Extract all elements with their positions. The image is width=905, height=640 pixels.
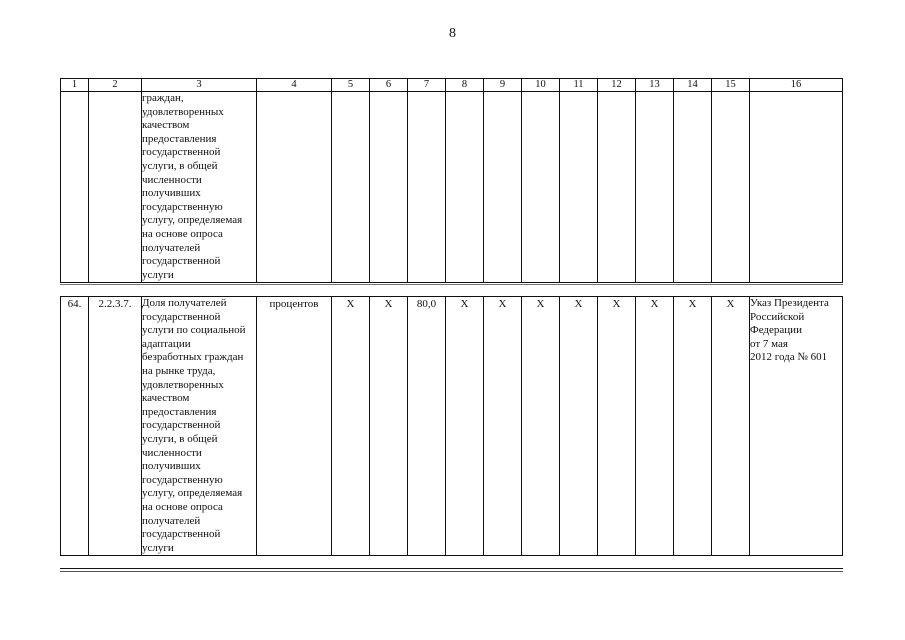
column-header: 15 bbox=[712, 79, 750, 92]
column-header: 12 bbox=[598, 79, 636, 92]
text-line: получивших bbox=[142, 460, 201, 473]
value-cell-12: X bbox=[598, 297, 636, 556]
column-header: 13 bbox=[636, 79, 674, 92]
text-line: получивших bbox=[142, 187, 201, 200]
value-cell-15: X bbox=[712, 297, 750, 556]
column-header: 2 bbox=[89, 79, 142, 92]
text-line: адаптации bbox=[142, 337, 191, 350]
text-line: услуги bbox=[142, 541, 174, 554]
footer-rule-secondary bbox=[60, 571, 843, 572]
value-cell-5: X bbox=[332, 297, 370, 556]
footer-rule bbox=[60, 568, 843, 569]
column-header: 7 bbox=[408, 79, 446, 92]
indicator-name-cell bbox=[142, 297, 257, 556]
column-header: 1 bbox=[61, 79, 89, 92]
code-cell: 2.2.3.7. bbox=[89, 297, 142, 556]
text-line: государственной bbox=[142, 528, 221, 541]
header-row bbox=[61, 79, 843, 92]
text-line: Российской bbox=[750, 310, 805, 323]
text-line: численности bbox=[142, 173, 202, 186]
text-line: государственной bbox=[142, 255, 221, 268]
value-cell-8: X bbox=[446, 297, 484, 556]
table-row-64 bbox=[61, 297, 843, 556]
value-cell-6: X bbox=[370, 297, 408, 556]
text-line: граждан, bbox=[142, 92, 184, 104]
indicator-name-cell bbox=[142, 92, 257, 283]
text-line: 2012 года № 601 bbox=[750, 351, 828, 364]
text-line: государственной bbox=[142, 310, 221, 323]
text-line: государственную bbox=[142, 473, 223, 486]
text-line: Доля получателей bbox=[142, 297, 227, 309]
text-line: предоставления bbox=[142, 405, 217, 418]
text-line: государственной bbox=[142, 419, 221, 432]
text-line: государственную bbox=[142, 200, 223, 213]
text-line: государственной bbox=[142, 146, 221, 159]
value-cell-13: X bbox=[636, 297, 674, 556]
text-line: получателей bbox=[142, 241, 201, 254]
column-header: 6 bbox=[370, 79, 408, 92]
text-line: услугу, определяемая bbox=[142, 487, 243, 500]
text-line: на основе опроса bbox=[142, 500, 223, 513]
text-line: услуги bbox=[142, 268, 174, 281]
value-cell-14: X bbox=[674, 297, 712, 556]
value-cell-11: X bbox=[560, 297, 598, 556]
text-line: удовлетворенных bbox=[142, 105, 224, 118]
text-line: численности bbox=[142, 446, 202, 459]
text-line: получателей bbox=[142, 514, 201, 527]
indicator-table bbox=[60, 296, 843, 556]
text-line: услугу, определяемая bbox=[142, 214, 243, 227]
text-line: качеством bbox=[142, 119, 190, 132]
value-cell-9: X bbox=[484, 297, 522, 556]
text-line: безработных граждан bbox=[142, 351, 244, 364]
source-cell bbox=[750, 297, 843, 556]
text-line: предоставления bbox=[142, 132, 217, 145]
table-row-continued bbox=[61, 92, 843, 283]
column-header: 14 bbox=[674, 79, 712, 92]
text-line: на основе опроса bbox=[142, 227, 223, 240]
unit-cell: процентов bbox=[257, 297, 332, 556]
column-header: 9 bbox=[484, 79, 522, 92]
text-line: услуги по социальной bbox=[142, 324, 246, 337]
indicator-table-continued bbox=[60, 78, 843, 283]
text-line: на рынке труда, bbox=[142, 364, 216, 377]
value-cell-10: X bbox=[522, 297, 560, 556]
text-line: услуги, в общей bbox=[142, 159, 218, 172]
page-break-line bbox=[60, 284, 843, 285]
column-header: 5 bbox=[332, 79, 370, 92]
text-line: услуги, в общей bbox=[142, 432, 218, 445]
text-line: качеством bbox=[142, 392, 190, 405]
page-number: 8 bbox=[449, 26, 456, 41]
text-line: Федерации bbox=[750, 324, 802, 337]
column-header: 11 bbox=[560, 79, 598, 92]
column-header: 10 bbox=[522, 79, 560, 92]
column-header: 16 bbox=[750, 79, 843, 92]
row-number-cell: 64. bbox=[61, 297, 89, 556]
column-header: 4 bbox=[257, 79, 332, 92]
text-line: от 7 мая bbox=[750, 337, 788, 350]
text-line: Указ Президента bbox=[750, 297, 829, 309]
column-header: 3 bbox=[142, 79, 257, 92]
column-header: 8 bbox=[446, 79, 484, 92]
text-line: удовлетворенных bbox=[142, 378, 224, 391]
value-cell-7: 80,0 bbox=[408, 297, 446, 556]
